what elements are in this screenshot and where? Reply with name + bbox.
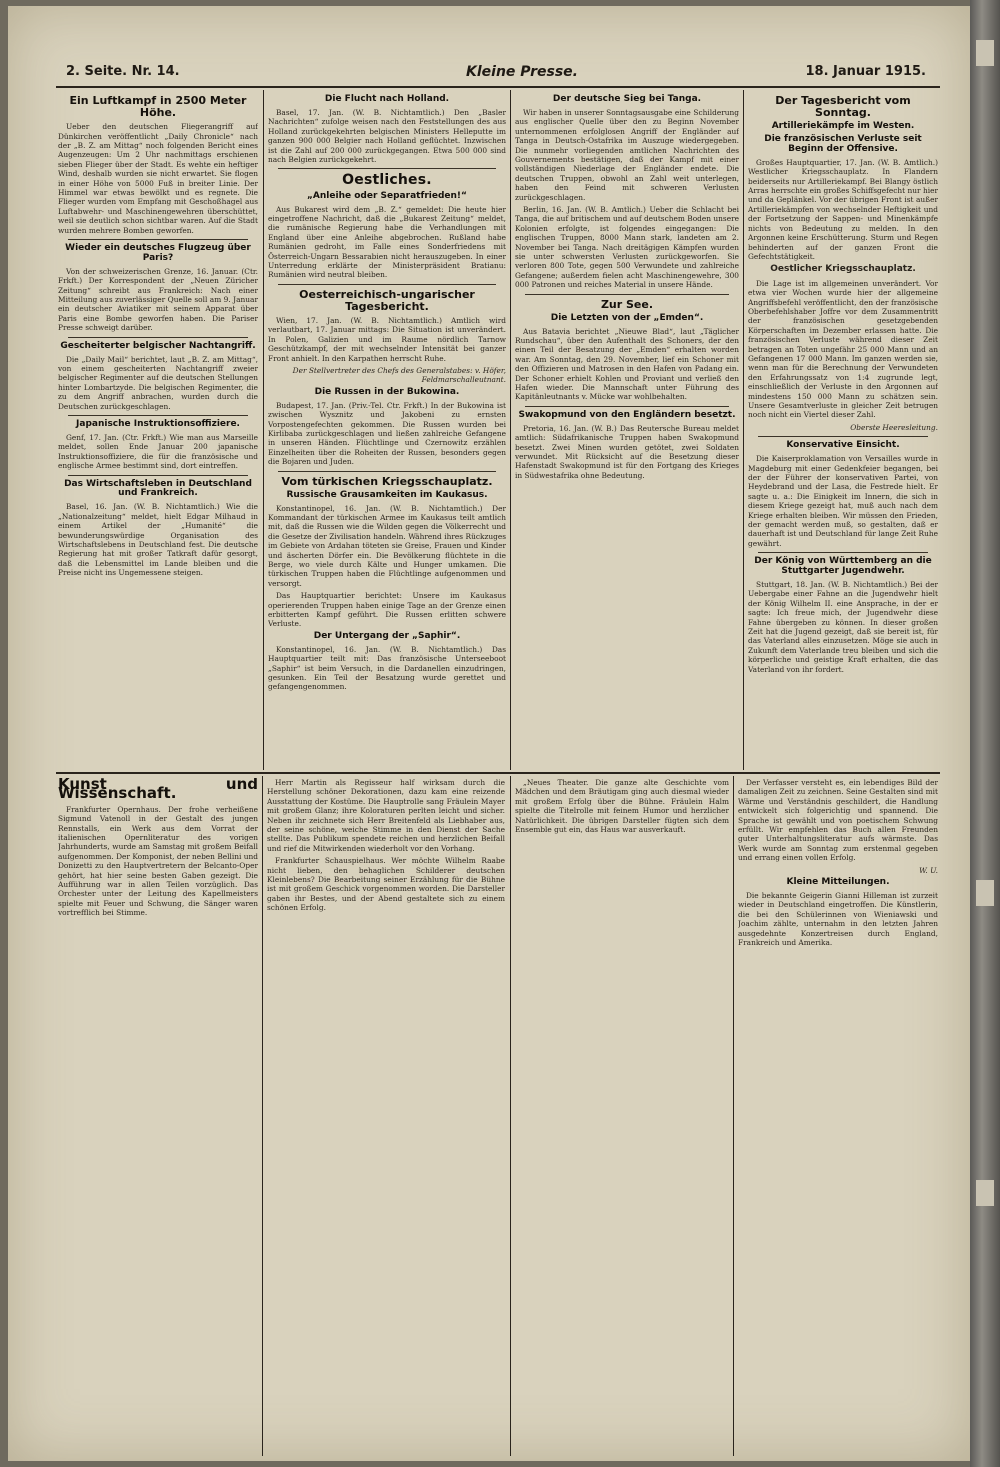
article-text: Von der schweizerischen Grenze, 16. Januar. (Ctr. Frkft.) Der Korrespondent der „Neuen Züricher Zeitung“ schreibt aus Frankreich: Nach einer Mitteilung aus zuverlässiger Quelle soll am 9. Januar ein deutscher Aviatiker mit seinem Apparat über Paris eine Bombe geworfen haben. Die Pariser Presse schweigt darüber. xyxy=(58,266,258,333)
article-separator xyxy=(278,168,496,169)
headline-japanische: Japanische Instruktionsoffiziere. xyxy=(76,419,240,430)
binding-tab xyxy=(976,880,994,906)
headline-oesterreich: Oesterreichisch-ungarischer Tagesbericht. xyxy=(299,287,475,313)
article-text: Der Verfasser versteht es, ein lebendiges Bild der damaligen Zeit zu zeichnen. Seine Gestalten sind mit Wärme und Verständnis geschildert, die Handlung entwickelt sich folgerichtig und spannend. Die Sprache ist gewählt und von poetischem Schwung erfüllt. Wir empfehlen das Buch allen Freunden guter Unterhaltungsliteratur aufs wärmste. Das Werk wurde am Sonntag zum erstenmal gegeben und errang einen vollen Erfolg. xyxy=(738,778,938,863)
article-text: Basel, 16. Jan. (W. B. Nichtamtlich.) Wie die „Nationalzeitung“ meldet, hielt Edgar Milhaud in einem Artikel der „Humanité“ die bewunderungswürdige Organisation des Wirtschaftslebens in Deutschland fest. Die deutsche Regierung hat mit großer Tatkraft dafür gesorgt, daß die Lebensmittel im Lande bleiben und die Preise nicht ins Ungemessene steigen. xyxy=(58,502,258,578)
article-text: „Neues Theater. Die ganze alte Geschichte vom Mädchen und dem Bräutigam ging auch diesmal wieder mit großem Erfolg über die Bühne. Fräulein Halm spielte die Titelrolle mit feinem Humor und herzlicher Natürlichkeit. Die übrigen Darsteller fügten sich dem Ensemble gut ein, das Haus war ausverkauft. xyxy=(515,778,729,835)
article-text: Frankfurter Opernhaus. Der frohe verheißene Sigmund Vatenoll in der Gestalt des jungen Rennstalls, ein Werk aus dem Vorrat der italienischen Opernliteratur des vorigen Jahrhunderts, wurde am Samstag mit großem Beifall aufgenommen. Der Komponist, der neben Bellini und Donizetti zu den Hauptvertretern der Belcanto-Oper gehört, hat hier seine besten Gaben gezeigt. Die Aufführung war in allen Teilen vorzüglich. Das Orchester unter der Leitung des Kapellmeisters spielte mit Feuer und Schwung, die Sänger waren vortrefflich bei Stimme. xyxy=(58,804,258,918)
headline-kleine-mitteilungen: Kleine Mitteilungen. xyxy=(786,877,890,888)
article-text: Die bekannte Geigerin Gianni Hilleman ist zurzeit wieder in Deutschland eingetroffen. Die Künstlerin, die bei den Schülerinnen von Wieniawski und Joachim zählte, unternahm in den letzten Jahren ausgedehnte Konzertreisen durch England, Frankreich und Amerika. xyxy=(738,890,938,947)
column-3 xyxy=(515,92,739,770)
subheadline-emden: Die Letzten von der „Emden“. xyxy=(550,312,704,323)
article-text: Genf, 17. Jan. (Ctr. Frkft.) Wie man aus Marseille meldet, sollen Ende Januar 200 japanische Instruktionsoffiziere, die für die französische und englische Armee bestimmt sind, dort eintreffen. xyxy=(58,432,258,471)
article-separator xyxy=(68,475,248,476)
article-text: Aus Batavia berichtet „Nieuwe Blad“, laut „Täglicher Rundschau“, über den Aufenthalt des Schoners, der den einen Teil der Besatzung der „Emden“ erhalten worden war. Am Sonntag, den 29. November, lief ein Schoner mit den Offizieren und Matrosen in den Hafen von Padang ein. Der Schoner erhielt Kohlen und Proviant und verließ den Hafen wieder. Die Mannschaft unter Führung des Kapitänleutnants v. Mücke war wohlbehalten. xyxy=(515,326,739,402)
article-text: Stuttgart, 18. Jan. (W. B. Nichtamtlich.) Bei der Uebergabe einer Fahne an die Jugendwehr hielt der König Wilhelm II. eine Ansprache, in der er sagte: Ich freue mich, der Jugendwehr diese Fahne übergeben zu können. In dieser großen Zeit hat die Jugend gezeigt, daß sie bereit ist, für das Vaterland alles einzusetzen. Möge sie auch in Zukunft dem Vaterlande treu bleiben und sich die körperliche und geistige Kraft erhalten, die das Vaterland von ihr fordert. xyxy=(748,579,938,674)
headline-koenig-wuerttemberg: Der König von Württemberg an die Stuttgarter Jugendwehr. xyxy=(754,556,932,577)
headline-paris: Wieder ein deutsches Flugzeug über Paris? xyxy=(65,243,251,263)
article-separator xyxy=(278,284,496,285)
headline-tagesbericht: Der Tagesbericht vom Sonntag. xyxy=(775,94,911,120)
article-text: Wir haben in unserer Sonntagsausgabe eine Schilderung aus englischer Quelle über den zu Beginn November unternommenen erfolglosen Angriff der Engländer auf Tanga in Deutsch-Ostafrika im Auszuge wiedergegeben. Die nunmehr vorliegenden amtlichen Nachrichten des Gouvernements bestätigen, daß der Kampf mit einer vollständigen Niederlage der Engländer endete. Die deutschen Truppen, obwohl an Zahl weit unterlegen, haben den Feind mit schweren Verlusten zurückgeschlagen. xyxy=(515,107,739,202)
headline-oestliches: Oestliches. xyxy=(342,172,432,189)
headline-saphir: Der Untergang der „Saphir“. xyxy=(313,630,461,641)
article-separator xyxy=(525,294,729,295)
subheadline-oestlicher-kriegsschauplatz: Oestlicher Kriegsschauplatz. xyxy=(770,264,916,275)
article-text: Basel, 17. Jan. (W. B. Nichtamtlich.) Den „Basler Nachrichten“ zufolge weisen nach den Feststellungen des aus Holland zurückgekehrten belgischen Ministers Helleputte im ganzen 900 000 Belgier nach Holland geflüchtet. Inzwischen ist die Zahl auf 200 000 zurückgegangen. Etwa 500 000 sind nach Belgien zurückgekehrt. xyxy=(268,107,506,164)
article-signature: Der Stellvertreter des Chefs des Generalstabes: v. Höfer, Feldmarschalleutnant. xyxy=(292,366,506,385)
column-divider xyxy=(263,90,264,770)
article-text: Die Lage ist im allgemeinen unverändert. Vor etwa vier Wochen wurde hier der allgemeine Angriffsbefehl veröffentlicht, den der französische Oberbefehlshaber Joffre vor dem Zusammentritt der französischen gesetzgebenden Körperschaften im Dezember erlassen hatte. Die französischen Verluste während dieser Zeit betragen an Toten ungefähr 25 000 Mann und an Gefangenen 17 000 Mann. Im ganzen werden sie, wenn man für die Berechnung der Verwundeten den Erfahrungssatz von 1:4 zugrunde legt, einschließlich der Verluste in den Argonnen auf mindestens 150 000 Mann zu schätzen sein. Unsere Gesamtverluste in gleicher Zeit betrugen noch nicht ein Viertel dieser Zahl. xyxy=(748,278,938,420)
article-separator xyxy=(68,337,248,338)
headline-tuerkischer-kriegsschauplatz: Vom türkischen Kriegsschauplatz. xyxy=(281,474,493,488)
article-separator xyxy=(68,415,248,416)
headline-konservative-einsicht: Konservative Einsicht. xyxy=(786,440,900,451)
article-text: Herr Martin als Regisseur half wirksam durch die Herstellung schöner Dekorationen, dazu kam eine reizende Ausstattung der Kostüme. Die Hauptrolle sang Fräulein Mayer mit großem Glanz; ihre Koloraturen perlten leicht und sicher. Neben ihr zeichnete sich Herr Breitenfeld als Liebhaber aus, der seine schöne, weiche Stimme in den Dienst der Sache stellte. Das Publikum spendete reichen und herzlichen Beifall und rief die Mitwirkenden wiederholt vor den Vorhang. xyxy=(267,778,505,853)
newspaper-title: Kleine Presse. xyxy=(466,64,578,80)
subheadline-kaukasus: Russische Grausamkeiten im Kaukasus. xyxy=(286,489,488,500)
headline-bukowina: Die Russen in der Bukowina. xyxy=(314,386,460,397)
masthead-rule xyxy=(56,86,940,88)
page-number: 2. Seite. Nr. 14. xyxy=(66,64,180,79)
masthead xyxy=(58,64,940,86)
article-text: Frankfurter Schauspielhaus. Wer möchte Wilhelm Raabe nicht lieben, den behaglichen Schilderer deutschen Kleinlebens? Die Bearbeitung seiner Erzählung für die Bühne ist mit großem Geschick vorgenommen worden. Die Darsteller gaben ihr Bestes, und der Abend gestaltete sich zu einem schönen Erfolg. xyxy=(267,856,505,913)
subheadline-verluste: Die französischen Verluste seit Beginn der Offensive. xyxy=(764,134,922,154)
article-signature: Oberste Heeresleitung. xyxy=(850,422,938,432)
issue-date: 18. Januar 1915. xyxy=(805,64,926,79)
article-text: Pretoria, 16. Jan. (W. B.) Das Reutersche Bureau meldet amtlich: Südafrikanische Truppen haben Swakopmund besetzt. Zwei Minen wurden getötet, zwei Soldaten verwundet. Mit Rücksicht auf die Besetzung dieser Hafenstadt Swakopmund ist für den Fortgang des Krieges in Südwestafrika ohne Bedeutung. xyxy=(515,423,739,480)
article-text: Berlin, 16. Jan. (W. B. Amtlich.) Ueber die Schlacht bei Tanga, die auf britischem und auf deutschem Boden unsere Kolonien erfolgte, ist folgendes eingegangen: Die englischen Truppen, 8000 Mann stark, landeten am 2. November bei Tanga. Nach dreitägigen Kämpfen wurden sie unter schwersten Verlusten zurückgeworfen. Sie verloren 800 Tote, gegen 500 Verwundete und zahlreiche Gefangene; außerdem fielen acht Maschinengewehre, 300 000 Patronen und reiches Material in unsere Hände. xyxy=(515,204,739,290)
article-text: Die Kaiserproklamation von Versailles wurde in Magdeburg mit einer Gedenkfeier begangen, bei der der Führer der konservativen Partei, von Heydebrand und der Lasa, die Festrede hielt. Er sagte u. a.: Die Einigkeit im Innern, die sich in diesem Kriege gezeigt hat, muß auch nach dem Kriege erhalten bleiben. Wir müssen den Frieden, der gemacht werden muß, so gestalten, daß er dauerhaft ist und Deutschland für lange Zeit Ruhe gewährt. xyxy=(748,454,938,548)
binding-tab xyxy=(976,1180,994,1206)
headline-zur-see: Zur See. xyxy=(600,297,654,311)
headline-swakopmund: Swakopmund von den Engländern besetzt. xyxy=(518,409,736,420)
article-separator xyxy=(758,436,928,437)
kunst-column-1 xyxy=(58,778,258,1456)
column-1 xyxy=(58,92,258,770)
article-text: Konstantinopel, 16. Jan. (W. B. Nichtamtlich.) Der Kommandant der türkischen Armee im Kaukasus teilt amtlich mit, daß die Russen wie die Wilden gegen die Völkerrecht und die Gesetze der Zivilisation handeln. Während ihres Rückzuges im Gebiete von Ardahan töteten sie Greise, Frauen und Kinder und äscherten Dörfer ein. Die Bevölkerung flüchtete in die Berge, wo viele durch Kälte und Hunger umkamen. Die türkischen Truppen haben die Flüchtlinge aufgenommen und versorgt. xyxy=(268,503,506,588)
subheadline-artilleriekaempfe: Artilleriekämpfe im Westen. xyxy=(771,121,915,132)
article-text: Ueber den deutschen Fliegerangriff auf Dünkirchen veröffentlicht „Daily Chronicle“ nach der „B. Z. am Mittag“ noch folgenden Bericht eines Augenzeugen: Um 2 Uhr nachmittags erschienen sieben Flieger über der Stadt. Es wehte ein heftiger Wind, deshalb wurden sie nicht erwartet. Sie flogen in einer Höhe von 5000 Fuß in breiter Linie. Der Himmel war etwas bewölkt und es regnete. Die Flieger wurden vom Empfang mit Geschoßhagel aus Luftabwehr- und Maschinengewehren überschüttet, weil sie deutlich schon sichtbar waren. Auf die Stadt wurden mehrere Bomben geworfen. xyxy=(58,122,258,235)
section-divider xyxy=(56,772,940,774)
article-text: Aus Bukarest wird dem „B. Z.“ gemeldet: Die heute hier eingetroffene Nachricht, daß die „Bukarest Zeitung“ meldet, die rumänische Regierung habe die Verhandlungen mit England über eine Anleihe abgebrochen. Rußland habe Rumänien gedroht, im Falle eines Sonderfriedens mit Österreich-Ungarn Bessarabien nicht herauszugeben. In einer Unterredung erklärte der Ministerpräsident Bratianu: Rumänien wird neutral bleiben. xyxy=(268,204,506,280)
article-separator xyxy=(278,471,496,472)
newspaper-page xyxy=(8,6,970,1461)
article-text: Budapest, 17. Jan. (Priv.-Tel. Ctr. Frkft.) In der Bukowina ist zwischen Wysznitz und Jakobeni zu ernsten Vorpostengefechten gekommen. Die Russen wurden bei Kirlibaba zurückgeschlagen und ließen zahlreiche Gefangene in unseren Händen. Flüchtlinge und Czernowitz erzählen Einzelheiten über die Roheiten der Russen, besonders gegen die Bojaren und Juden. xyxy=(268,400,506,467)
kunst-column-2 xyxy=(267,778,505,1456)
column-divider xyxy=(510,776,511,1456)
headline-wirtschaftsleben: Das Wirtschaftsleben in Deutschland und Frankreich. xyxy=(64,478,252,499)
column-2 xyxy=(268,92,506,770)
kunst-column-3 xyxy=(515,778,729,1456)
column-divider xyxy=(262,776,263,1456)
article-text: Die „Daily Mail“ berichtet, laut „B. Z. am Mittag“, von einem gescheiterten Nachtangriff zweier belgischer Regimenter auf die deutschen Stellungen hinter Lombartzyde. Die belgischen Regimenter, die zu dem Angriff anbrachen, wurden durch die Deutschen zurückgeschlagen. xyxy=(58,354,258,411)
column-divider xyxy=(733,776,734,1456)
binding-tab xyxy=(976,40,994,66)
scan-edge xyxy=(970,0,1000,1467)
headline-nachtangriff: Gescheiterter belgischer Nachtangriff. xyxy=(60,340,256,351)
article-separator xyxy=(758,552,928,553)
article-separator xyxy=(525,406,729,407)
section-title-kunst: Kunst und Wissenschaft. xyxy=(58,778,258,803)
article-text: Konstantinopel, 16. Jan. (W. B. Nichtamtlich.) Das Hauptquartier teilt mit: Das französische Unterseeboot „Saphir“ ist beim Versuch, in die Dardanellen einzudringen, gesunken. Ein Teil der Besatzung wurde gerettet und gefangengenommen. xyxy=(268,644,506,692)
article-signature: W. U. xyxy=(919,865,938,875)
headline-tanga: Der deutsche Sieg bei Tanga. xyxy=(552,94,702,104)
headline-luftkampf: Ein Luftkampf in 2500 Meter Höhe. xyxy=(69,94,247,120)
article-text: Großes Hauptquartier, 17. Jan. (W. B. Amtlich.) Westlicher Kriegsschauplatz. In Flandern beiderseits nur Artilleriekampf. Bei Blangy östlich Arras herrschte ein großes Schiffsgefecht nur hier und da Geplänkel. Vor der übrigen Front ist außer Artilleriekämpfen von wechselnder Heftigkeit und der Fortsetzung der Sappen- und Minenkämpfe nichts von Bedeutung zu melden. In den Argonnen keine Erschütterung. Sturm und Regen behinderten auf der ganzen Front die Gefechtstätigkeit. xyxy=(748,157,938,261)
column-4 xyxy=(748,92,938,770)
article-text: Das Hauptquartier berichtet: Unsere im Kaukasus operierenden Truppen haben einige Tage an der Grenze einen erbitterten Kampf geführt. Die Russen erlitten schwere Verluste. xyxy=(268,591,506,629)
column-divider xyxy=(510,90,511,770)
headline-flucht-holland: Die Flucht nach Holland. xyxy=(324,94,450,104)
article-text: Wien, 17. Jan. (W. B. Nichtamtlich.) Amtlich wird verlautbart, 17. Januar mittags: Die Situation ist unverändert. In Polen, Galizien und im Raume nördlich Tarnow Geschützkampf, der mit wechselnder Intensität bei ganzer Front anhielt. In den Karpathen herrscht Ruhe. xyxy=(268,316,506,363)
subheadline-anleihe: „Anleihe oder Separatfrieden!“ xyxy=(307,190,467,201)
article-separator xyxy=(68,239,248,240)
kunst-column-4 xyxy=(738,778,938,1456)
column-divider xyxy=(743,90,744,770)
